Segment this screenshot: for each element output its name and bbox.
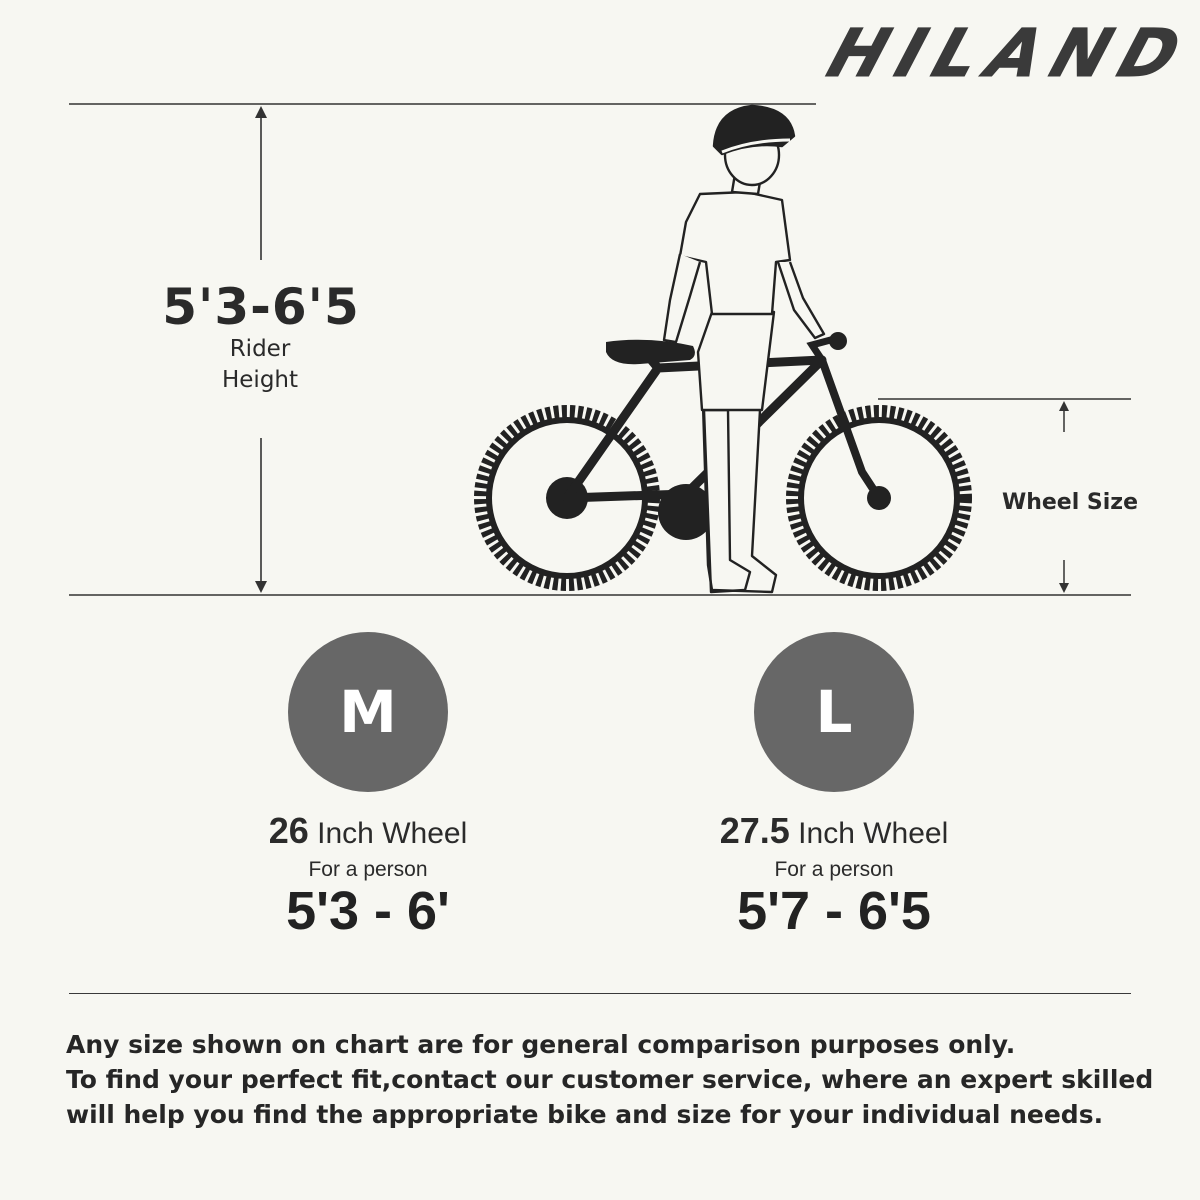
size-m-wheel-number: 26 [268,810,309,851]
section-divider [69,993,1131,994]
rider-height-range: 5'3-6'5 [162,278,360,336]
size-badge-l: L [754,632,914,792]
size-l-height-range: 5'7 - 6'5 [737,881,931,941]
size-l-wheel-unit: Inch Wheel [798,817,949,850]
logo-text: HILAND [819,14,1190,92]
disclaimer-line-3: will help you find the appropriate bike and size for your individual needs. [66,1100,1104,1129]
size-m-wheel [168,810,568,852]
size-m-wheel-unit: Inch Wheel [317,817,468,850]
size-badge-m: M [288,632,448,792]
disclaimer [66,1027,1176,1132]
rider-height-label-line1: Rider [229,336,291,362]
rider-height-label-line2: Height [221,367,299,393]
size-l-wheel [634,810,1034,852]
wheel-size-label: Wheel Size [1001,490,1139,515]
size-m-for-label: For a person [308,858,428,881]
disclaimer-line-1: Any size shown on chart are for general comparison purposes only. [66,1030,1016,1059]
size-l-for-label: For a person [774,858,894,881]
size-l-wheel-number: 27.5 [719,810,790,851]
disclaimer-line-2: To find your perfect fit,contact our customer service, where an expert skilled [66,1065,1154,1094]
size-m-height-range: 5'3 - 6' [286,881,450,941]
